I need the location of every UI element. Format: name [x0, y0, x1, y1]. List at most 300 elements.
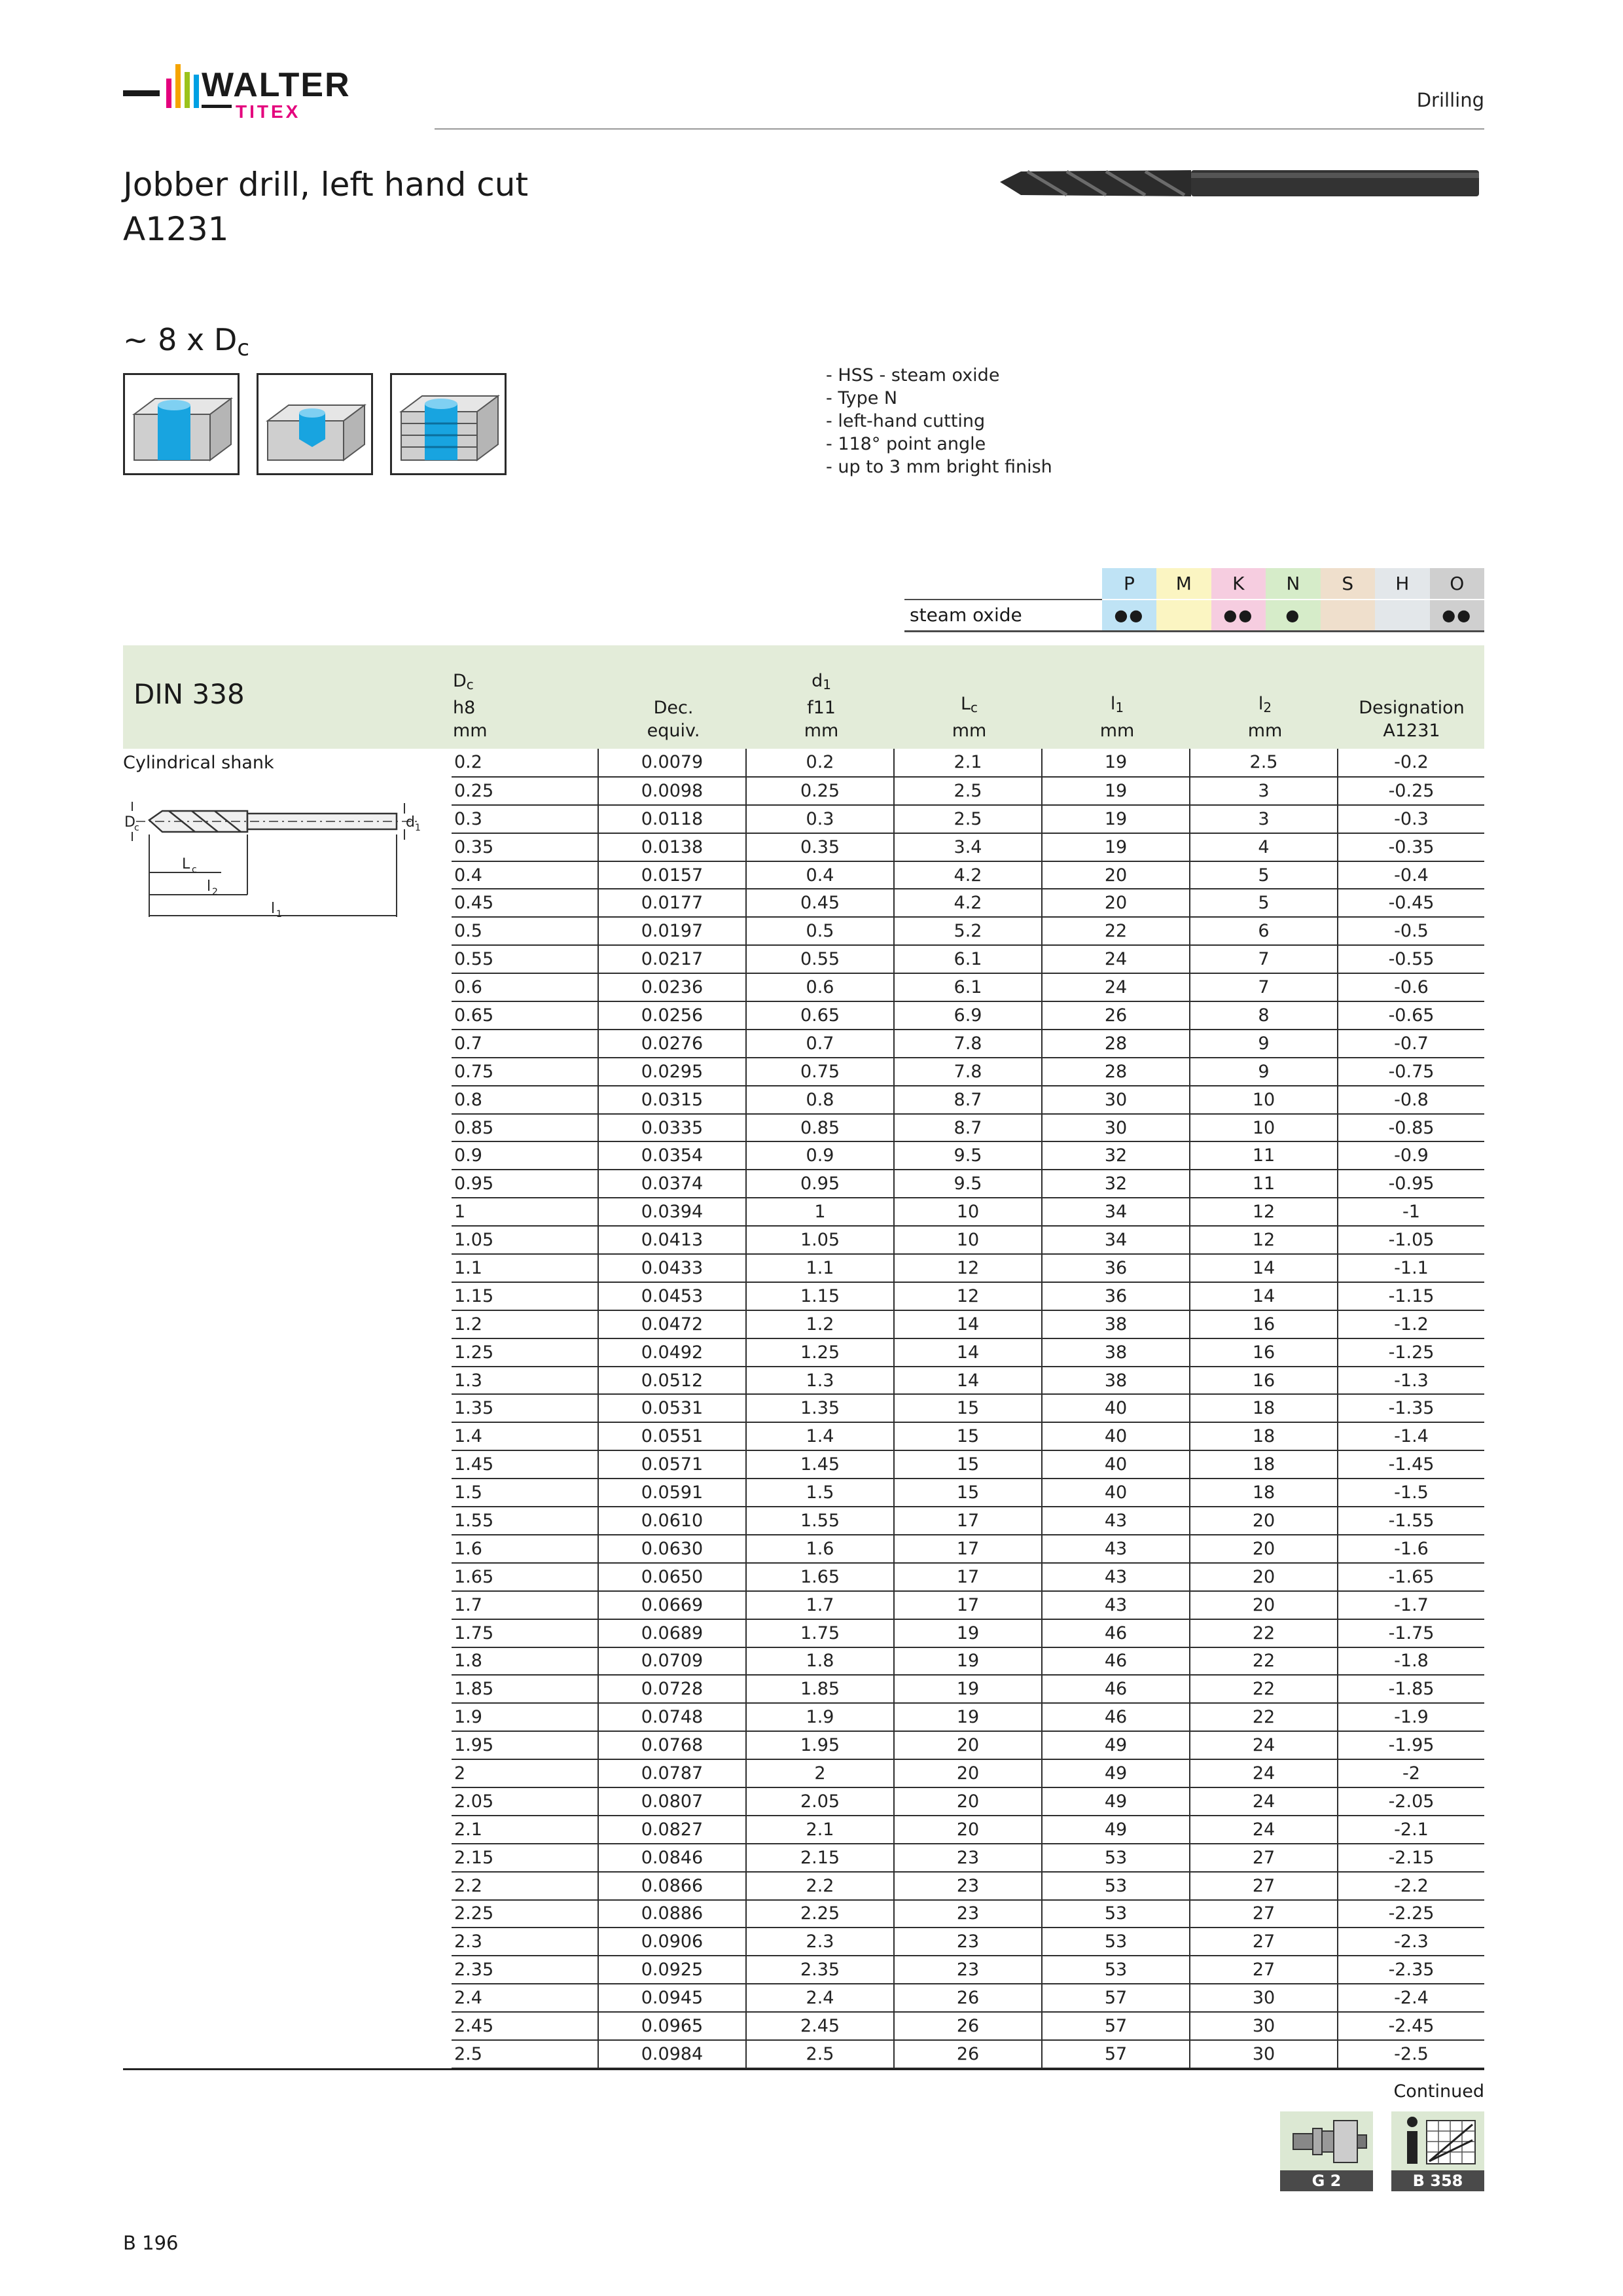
column-header-dc: $D_c$ h8 mm: [453, 671, 488, 741]
table-cell: 2.2: [452, 1872, 598, 1900]
table-cell: 1.45: [452, 1450, 598, 1479]
table-cell: 1.85: [746, 1675, 894, 1703]
material-group-row: [904, 568, 1484, 600]
table-cell: 43: [1042, 1563, 1190, 1591]
table-cell: 1.8: [452, 1647, 598, 1676]
suitability-p: ●●: [1102, 600, 1156, 631]
table-cell: 0.0472: [598, 1310, 746, 1338]
drill-product-image: [995, 157, 1486, 209]
table-cell: 27: [1190, 1844, 1338, 1872]
table-cell: 1.45: [746, 1450, 894, 1479]
table-row: [452, 1394, 1484, 1422]
table-cell: 14: [894, 1310, 1042, 1338]
table-cell: 0.95: [746, 1170, 894, 1198]
table-cell: 0.9: [746, 1141, 894, 1170]
table-cell: 0.0807: [598, 1787, 746, 1816]
table-cell: 4: [1190, 833, 1338, 861]
table-row: [452, 1114, 1484, 1142]
table-cell: -2.45: [1338, 2012, 1484, 2040]
table-cell: 20: [1190, 1535, 1338, 1563]
table-cell: 1: [746, 1198, 894, 1226]
table-row: [452, 1254, 1484, 1282]
table-row: [452, 1872, 1484, 1900]
table-cell: -1.05: [1338, 1226, 1484, 1254]
table-cell: -1.9: [1338, 1703, 1484, 1731]
table-cell: 2.5: [894, 805, 1042, 833]
table-cell: 43: [1042, 1507, 1190, 1535]
dimension-table: [452, 749, 1484, 2069]
table-cell: 38: [1042, 1338, 1190, 1367]
table-row: [452, 1703, 1484, 1731]
table-cell: 0.75: [746, 1058, 894, 1086]
table-cell: -0.55: [1338, 945, 1484, 973]
table-cell: 24: [1042, 973, 1190, 1001]
table-cell: -1.7: [1338, 1591, 1484, 1619]
svg-text:l: l: [207, 878, 211, 895]
table-row: [452, 1816, 1484, 1844]
table-cell: 19: [1042, 805, 1190, 833]
dimension-table-header: [123, 645, 1484, 749]
table-row: [452, 1956, 1484, 1984]
table-cell: 1.65: [452, 1563, 598, 1591]
length-ratio: ~ 8 x $D_c$: [123, 322, 250, 361]
table-cell: 0.0138: [598, 833, 746, 861]
table-cell: 0.0787: [598, 1759, 746, 1787]
table-cell: 0.0217: [598, 945, 746, 973]
material-group-s: S: [1321, 568, 1375, 600]
table-cell: 0.0591: [598, 1479, 746, 1507]
table-cell: 12: [1190, 1226, 1338, 1254]
feature-item: - up to 3 mm bright finish: [826, 457, 1052, 477]
column-header-d1: $d_1$ f11 mm: [804, 671, 839, 741]
table-cell: 12: [894, 1254, 1042, 1282]
table-cell: 0.95: [452, 1170, 598, 1198]
table-cell: 0.7: [452, 1030, 598, 1058]
table-cell: 0.0866: [598, 1872, 746, 1900]
table-cell: 0.55: [746, 945, 894, 973]
table-cell: -2.3: [1338, 1928, 1484, 1956]
table-row: [452, 1900, 1484, 1928]
table-cell: 1.7: [746, 1591, 894, 1619]
table-cell: 23: [894, 1900, 1042, 1928]
table-cell: 0.35: [746, 833, 894, 861]
table-cell: 1.05: [746, 1226, 894, 1254]
table-cell: 2.1: [452, 1816, 598, 1844]
table-cell: 1.55: [746, 1507, 894, 1535]
table-cell: -0.3: [1338, 805, 1484, 833]
table-cell: 49: [1042, 1787, 1190, 1816]
table-cell: 0.0098: [598, 777, 746, 805]
table-cell: 0.0531: [598, 1394, 746, 1422]
table-row: [452, 1198, 1484, 1226]
table-cell: 20: [1042, 889, 1190, 917]
column-header-lc: $L_c$ mm: [952, 694, 987, 741]
table-cell: 0.0197: [598, 917, 746, 945]
table-cell: 17: [894, 1591, 1042, 1619]
table-cell: 1.95: [746, 1731, 894, 1759]
table-cell: 1.35: [452, 1394, 598, 1422]
table-cell: 28: [1042, 1058, 1190, 1086]
svg-text:1: 1: [276, 909, 282, 920]
table-row: [452, 1619, 1484, 1647]
table-cell: 0.0925: [598, 1956, 746, 1984]
material-group-m: M: [1156, 568, 1211, 600]
table-cell: 0.85: [746, 1114, 894, 1142]
table-cell: 5: [1190, 861, 1338, 889]
table-row: [452, 1030, 1484, 1058]
table-cell: 24: [1190, 1787, 1338, 1816]
table-row: [452, 1001, 1484, 1030]
table-cell: 24: [1042, 945, 1190, 973]
material-group-p: P: [1102, 568, 1156, 600]
continued-note: Continued: [1393, 2081, 1484, 2102]
table-cell: 2.5: [894, 777, 1042, 805]
table-row: [452, 1450, 1484, 1479]
table-cell: 22: [1190, 1703, 1338, 1731]
table-cell: 16: [1190, 1367, 1338, 1395]
table-cell: 0.0433: [598, 1254, 746, 1282]
svg-text:TITEX: TITEX: [236, 101, 301, 122]
table-cell: 7.8: [894, 1030, 1042, 1058]
table-cell: -2.5: [1338, 2040, 1484, 2068]
table-row: [452, 777, 1484, 805]
material-group-k: K: [1211, 568, 1266, 600]
table-cell: 26: [894, 1984, 1042, 2012]
table-cell: 1.75: [746, 1619, 894, 1647]
table-row: [452, 889, 1484, 917]
table-cell: 19: [894, 1703, 1042, 1731]
standard-label: DIN 338: [134, 678, 245, 710]
table-cell: 15: [894, 1394, 1042, 1422]
table-cell: 27: [1190, 1900, 1338, 1928]
through-hole-application-icon: [123, 373, 240, 475]
table-cell: 38: [1042, 1310, 1190, 1338]
shank-type-label: Cylindrical shank: [123, 753, 274, 773]
table-cell: 0.25: [452, 777, 598, 805]
table-cell: 0.0748: [598, 1703, 746, 1731]
table-cell: 0.55: [452, 945, 598, 973]
section-title: Drilling: [1416, 89, 1484, 111]
table-cell: 3.4: [894, 833, 1042, 861]
table-cell: 2.5: [452, 2040, 598, 2068]
table-cell: 1.65: [746, 1563, 894, 1591]
table-cell: 57: [1042, 1984, 1190, 2012]
table-cell: 12: [1190, 1198, 1338, 1226]
table-cell: -0.9: [1338, 1141, 1484, 1170]
table-cell: 18: [1190, 1394, 1338, 1422]
table-cell: 0.0315: [598, 1086, 746, 1114]
table-cell: 46: [1042, 1675, 1190, 1703]
table-cell: 2.3: [746, 1928, 894, 1956]
table-cell: 0.65: [746, 1001, 894, 1030]
table-cell: 0.0079: [598, 749, 746, 777]
table-cell: 0.4: [452, 861, 598, 889]
table-cell: 1.1: [452, 1254, 598, 1282]
table-cell: -1.35: [1338, 1394, 1484, 1422]
material-suitability-table: [904, 568, 1484, 632]
table-cell: 9: [1190, 1030, 1338, 1058]
table-cell: 11: [1190, 1141, 1338, 1170]
table-cell: 11: [1190, 1170, 1338, 1198]
table-cell: 20: [1190, 1507, 1338, 1535]
table-cell: -0.75: [1338, 1058, 1484, 1086]
table-cell: 1.2: [746, 1310, 894, 1338]
table-row: [452, 1058, 1484, 1086]
table-cell: 2.05: [746, 1787, 894, 1816]
table-cell: 0.0827: [598, 1816, 746, 1844]
table-cell: 2.15: [746, 1844, 894, 1872]
table-cell: -2.25: [1338, 1900, 1484, 1928]
suitability-k: ●●: [1211, 600, 1266, 631]
table-row: [452, 749, 1484, 777]
table-cell: 0.0394: [598, 1198, 746, 1226]
table-cell: 5: [1190, 889, 1338, 917]
table-cell: 0.0374: [598, 1170, 746, 1198]
table-cell: 27: [1190, 1872, 1338, 1900]
table-cell: 20: [1190, 1591, 1338, 1619]
svg-text:l: l: [271, 901, 276, 917]
table-cell: 16: [1190, 1310, 1338, 1338]
table-cell: 1.6: [452, 1535, 598, 1563]
title-line-2: A1231: [123, 210, 229, 248]
table-row: [452, 1338, 1484, 1367]
info-chart-icon: [1391, 2111, 1484, 2170]
table-cell: 10: [1190, 1086, 1338, 1114]
table-cell: 30: [1190, 2012, 1338, 2040]
table-cell: 0.0335: [598, 1114, 746, 1142]
table-cell: 27: [1190, 1956, 1338, 1984]
svg-text:1: 1: [415, 823, 421, 833]
table-cell: 1.55: [452, 1507, 598, 1535]
table-cell: -2.2: [1338, 1872, 1484, 1900]
table-cell: 0.0512: [598, 1367, 746, 1395]
table-cell: 49: [1042, 1759, 1190, 1787]
table-cell: 38: [1042, 1367, 1190, 1395]
table-cell: 34: [1042, 1198, 1190, 1226]
table-cell: 10: [1190, 1114, 1338, 1142]
table-cell: -1: [1338, 1198, 1484, 1226]
material-group-o: O: [1430, 568, 1485, 600]
table-row: [452, 1086, 1484, 1114]
table-cell: 0.0689: [598, 1619, 746, 1647]
table-cell: 49: [1042, 1731, 1190, 1759]
reference-b358[interactable]: [1391, 2111, 1484, 2191]
table-cell: 10: [894, 1198, 1042, 1226]
table-cell: 1.05: [452, 1226, 598, 1254]
table-cell: -2.05: [1338, 1787, 1484, 1816]
table-cell: -1.45: [1338, 1450, 1484, 1479]
table-cell: 0.0571: [598, 1450, 746, 1479]
steam-oxide-row: [904, 600, 1484, 631]
table-cell: -2.1: [1338, 1816, 1484, 1844]
table-cell: 14: [1190, 1282, 1338, 1310]
table-cell: 6.9: [894, 1001, 1042, 1030]
table-cell: 53: [1042, 1956, 1190, 1984]
reference-g2[interactable]: [1280, 2111, 1373, 2191]
table-row: [452, 917, 1484, 945]
table-cell: 20: [894, 1816, 1042, 1844]
table-cell: 0.0413: [598, 1226, 746, 1254]
feature-item: - HSS - steam oxide: [826, 365, 1000, 386]
table-cell: 40: [1042, 1450, 1190, 1479]
table-cell: 2.15: [452, 1844, 598, 1872]
table-cell: 17: [894, 1507, 1042, 1535]
table-cell: 14: [894, 1338, 1042, 1367]
table-cell: 34: [1042, 1226, 1190, 1254]
table-cell: 1.4: [746, 1422, 894, 1450]
table-cell: 8.7: [894, 1086, 1042, 1114]
drill-dimension-diagram: [123, 789, 431, 926]
table-cell: 8: [1190, 1001, 1338, 1030]
table-cell: 15: [894, 1422, 1042, 1450]
table-cell: 1.95: [452, 1731, 598, 1759]
table-cell: 17: [894, 1535, 1042, 1563]
table-row: [452, 833, 1484, 861]
table-row: [452, 2040, 1484, 2068]
table-cell: 0.3: [452, 805, 598, 833]
table-cell: 1.3: [746, 1367, 894, 1395]
table-cell: -0.45: [1338, 889, 1484, 917]
table-cell: 18: [1190, 1479, 1338, 1507]
table-cell: 0.75: [452, 1058, 598, 1086]
table-cell: -0.5: [1338, 917, 1484, 945]
table-cell: 0.0354: [598, 1141, 746, 1170]
table-cell: 1.35: [746, 1394, 894, 1422]
table-cell: 43: [1042, 1535, 1190, 1563]
table-cell: 26: [1042, 1001, 1190, 1030]
table-cell: 15: [894, 1450, 1042, 1479]
table-cell: 18: [1190, 1450, 1338, 1479]
table-cell: 2.35: [452, 1956, 598, 1984]
table-cell: 14: [1190, 1254, 1338, 1282]
table-cell: 1.15: [452, 1282, 598, 1310]
table-cell: -2.4: [1338, 1984, 1484, 2012]
table-cell: 0.0768: [598, 1731, 746, 1759]
table-cell: 22: [1190, 1619, 1338, 1647]
table-cell: 0.45: [452, 889, 598, 917]
table-cell: 0.85: [452, 1114, 598, 1142]
table-cell: 32: [1042, 1170, 1190, 1198]
table-cell: -1.75: [1338, 1619, 1484, 1647]
table-cell: 16: [1190, 1338, 1338, 1367]
coating-label: steam oxide: [904, 600, 1102, 631]
table-cell: 23: [894, 1928, 1042, 1956]
table-cell: 23: [894, 1956, 1042, 1984]
suitability-n: ●: [1266, 600, 1320, 631]
table-cell: 7: [1190, 973, 1338, 1001]
table-cell: 2.35: [746, 1956, 894, 1984]
svg-text:L: L: [182, 856, 190, 872]
table-cell: 7: [1190, 945, 1338, 973]
table-cell: 0.4: [746, 861, 894, 889]
table-cell: 57: [1042, 2040, 1190, 2068]
table-cell: 24: [1190, 1816, 1338, 1844]
table-cell: 0.0846: [598, 1844, 746, 1872]
table-cell: 49: [1042, 1816, 1190, 1844]
svg-text:c: c: [134, 823, 139, 833]
table-row: [452, 1759, 1484, 1787]
walter-titex-logo: [123, 60, 404, 132]
table-row: [452, 1844, 1484, 1872]
table-row: [452, 2012, 1484, 2040]
table-cell: 32: [1042, 1141, 1190, 1170]
table-cell: -1.2: [1338, 1310, 1484, 1338]
table-cell: 43: [1042, 1591, 1190, 1619]
feature-list: [826, 364, 1052, 478]
table-cell: 0.65: [452, 1001, 598, 1030]
tool-holder-icon: [1280, 2111, 1373, 2170]
table-cell: -0.8: [1338, 1086, 1484, 1114]
table-cell: 20: [894, 1787, 1042, 1816]
table-cell: 7.8: [894, 1058, 1042, 1086]
table-row: [452, 1787, 1484, 1816]
table-cell: 1.9: [746, 1703, 894, 1731]
feature-item: - Type N: [826, 388, 898, 408]
table-cell: 0.6: [746, 973, 894, 1001]
page-title: [123, 162, 528, 251]
table-cell: 19: [1042, 749, 1190, 777]
page-number: B 196: [123, 2232, 179, 2254]
table-cell: 19: [894, 1647, 1042, 1676]
table-cell: 53: [1042, 1844, 1190, 1872]
table-cell: 2.05: [452, 1787, 598, 1816]
table-cell: 0.6: [452, 973, 598, 1001]
table-cell: -1.6: [1338, 1535, 1484, 1563]
table-row: [452, 973, 1484, 1001]
table-cell: -1.4: [1338, 1422, 1484, 1450]
column-header-designation: Designation A1231: [1359, 698, 1465, 741]
table-row: [452, 1731, 1484, 1759]
table-cell: 10: [894, 1226, 1042, 1254]
table-cell: 1.9: [452, 1703, 598, 1731]
table-cell: 0.0256: [598, 1001, 746, 1030]
table-cell: -0.95: [1338, 1170, 1484, 1198]
table-row: [452, 1226, 1484, 1254]
table-cell: -2: [1338, 1759, 1484, 1787]
table-cell: 2.1: [746, 1816, 894, 1844]
table-cell: 0.0492: [598, 1338, 746, 1367]
table-cell: 0.0669: [598, 1591, 746, 1619]
table-cell: 28: [1042, 1030, 1190, 1058]
table-cell: -1.55: [1338, 1507, 1484, 1535]
table-cell: 2.2: [746, 1872, 894, 1900]
table-cell: 40: [1042, 1479, 1190, 1507]
table-cell: 2.25: [746, 1900, 894, 1928]
table-cell: 20: [894, 1759, 1042, 1787]
table-row: [452, 1310, 1484, 1338]
table-cell: -1.65: [1338, 1563, 1484, 1591]
table-row: [452, 1928, 1484, 1956]
table-row: [452, 1647, 1484, 1676]
table-cell: 0.0177: [598, 889, 746, 917]
table-cell: 19: [1042, 777, 1190, 805]
table-cell: 0.2: [452, 749, 598, 777]
table-cell: 1.2: [452, 1310, 598, 1338]
suitability-m: [1156, 600, 1211, 631]
table-cell: 6.1: [894, 945, 1042, 973]
table-cell: 2.4: [746, 1984, 894, 2012]
table-cell: 9.5: [894, 1141, 1042, 1170]
column-header-dec-equiv: Dec. equiv.: [647, 698, 700, 741]
table-cell: 0.5: [746, 917, 894, 945]
feature-item: - 118° point angle: [826, 434, 986, 454]
table-cell: 19: [894, 1619, 1042, 1647]
table-cell: 1.6: [746, 1535, 894, 1563]
blind-hole-application-icon: [257, 373, 373, 475]
table-cell: 3: [1190, 805, 1338, 833]
table-cell: 0.0453: [598, 1282, 746, 1310]
table-cell: -1.85: [1338, 1675, 1484, 1703]
